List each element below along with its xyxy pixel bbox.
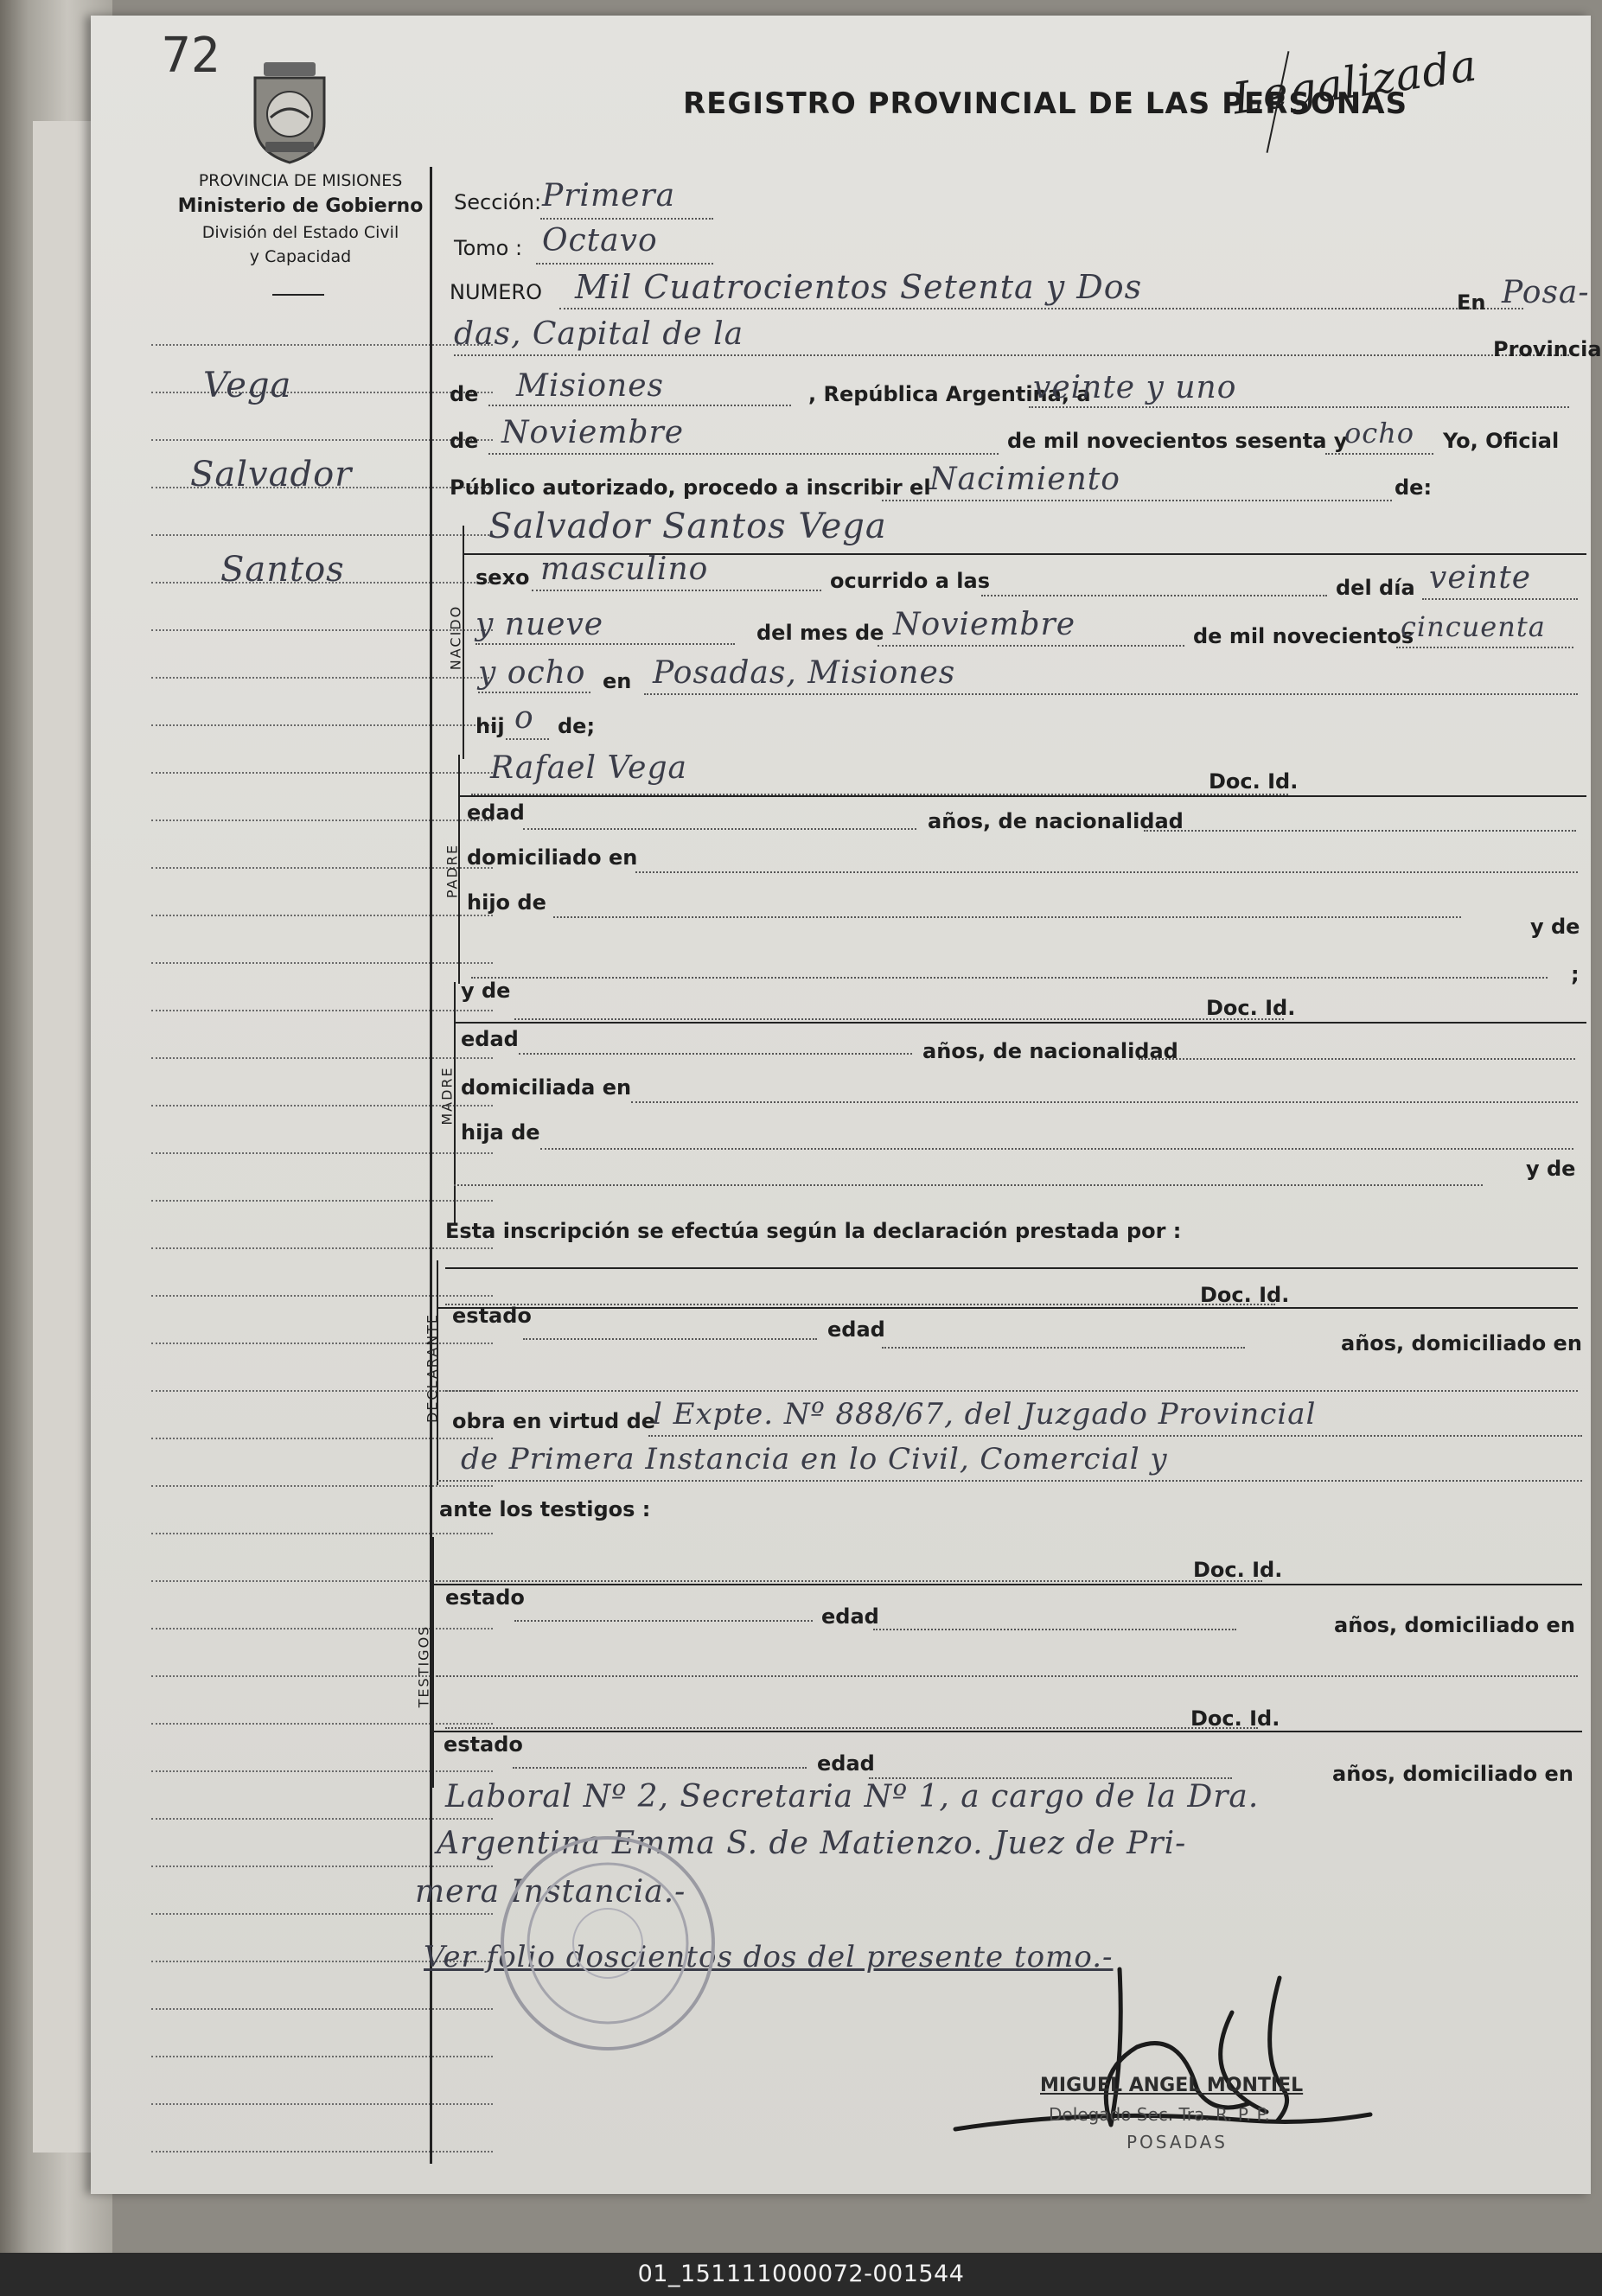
margin-rule <box>151 1010 493 1011</box>
value-seccion: Primera <box>542 178 676 214</box>
label-madre-y-de: y de <box>461 979 511 1003</box>
label-padre-dom: domiciliado en <box>467 845 638 870</box>
anio-nac-line <box>1396 647 1573 648</box>
label-madre-dom: domiciliada en <box>461 1075 632 1100</box>
dia-nac-2-line <box>475 643 735 645</box>
note-line-4: Ver folio doscientos dos del presente tomo.- <box>424 1940 1114 1974</box>
margin-rule <box>151 1580 493 1582</box>
margin-rule <box>151 1866 493 1867</box>
label-declarante-dom: años, domiciliado en <box>1341 1331 1582 1355</box>
margin-rule <box>151 439 493 441</box>
label-testigo2-estado: estado <box>444 1732 523 1757</box>
side-label-padre: PADRE <box>444 843 461 899</box>
authority-divider <box>272 294 324 296</box>
anio-line <box>1325 453 1433 455</box>
testigos-bracket <box>432 1537 434 1788</box>
value-dia-nac-1: veinte <box>1429 560 1532 596</box>
value-numero: Mil Cuatrocientos Setenta y Dos <box>575 268 1143 306</box>
testigo1-rule <box>432 1584 1582 1585</box>
label-tomo: Tomo : <box>454 236 523 260</box>
official-place: POSADAS <box>1127 2132 1228 2152</box>
value-provincia: Misiones <box>516 368 665 404</box>
declarante-estado-line <box>523 1338 817 1340</box>
side-label-nacido: NACIDO <box>447 604 464 671</box>
value-anio: ocho <box>1344 417 1415 450</box>
margin-rule <box>151 1200 493 1202</box>
label-de-colon: de: <box>1395 475 1433 500</box>
madre-edad-line <box>519 1053 912 1055</box>
hora-line <box>981 595 1327 596</box>
madre-nac-line <box>1139 1058 1575 1060</box>
dia-line <box>1029 406 1569 408</box>
label-testigo2-edad: edad <box>817 1751 875 1776</box>
label-declarante-edad: edad <box>827 1317 885 1342</box>
value-anio-nac-2: y ocho <box>478 655 586 691</box>
label-padre-nac: años, de nacionalidad <box>928 809 1184 833</box>
margin-rule <box>151 1152 493 1154</box>
padre-hijo-line <box>553 916 1461 918</box>
testigo1-name-line <box>450 1580 1262 1582</box>
label-en-lugar: en <box>603 669 632 693</box>
margin-rule <box>151 677 493 679</box>
value-obra-2: de Primera Instancia en lo Civil, Comercial y <box>461 1442 1168 1476</box>
margin-rule <box>151 2056 493 2057</box>
declarante-rule <box>445 1267 1578 1269</box>
madre-line <box>514 1018 1284 1020</box>
margin-rule <box>151 1343 493 1344</box>
padre-nac-line <box>1144 830 1576 832</box>
label-madre-hija: hija de <box>461 1120 540 1145</box>
hij-line <box>506 738 549 740</box>
label-madre-y-de-2: y de <box>1526 1157 1576 1181</box>
label-yo-oficial: Yo, Oficial <box>1443 429 1560 453</box>
madre-extra-line <box>454 1184 1483 1186</box>
label-de-mes: de <box>450 429 479 453</box>
value-acto: Nacimiento <box>929 462 1120 497</box>
label-seccion: Sección: <box>454 190 542 214</box>
margin-rule <box>151 1628 493 1630</box>
scan-identifier: 01_151111000072-001544 <box>0 2253 1602 2296</box>
value-lugar-2: das, Capital de la <box>454 316 744 352</box>
official-role: Delegado Sec. Tra. R. P. P. <box>1049 2104 1270 2125</box>
label-madre-edad: edad <box>461 1027 519 1051</box>
margin-rule <box>151 2103 493 2105</box>
margin-rule <box>151 772 493 774</box>
authority-division: División del Estado Civil <box>201 223 399 242</box>
authority-province: PROVINCIA DE MISIONES <box>198 171 403 190</box>
value-nombre: Salvador Santos Vega <box>488 507 887 546</box>
register-page <box>91 16 1602 2194</box>
label-de-provincia: de <box>450 382 479 406</box>
testigo1-estado-line <box>514 1620 813 1622</box>
label-de-mil-nov: de mil novecientos <box>1193 624 1414 648</box>
value-lugar-nac: Posadas, Misiones <box>653 655 956 691</box>
label-testigo1-estado: estado <box>445 1585 525 1610</box>
label-testigo1-edad: edad <box>821 1604 879 1629</box>
side-label-madre: MADRE <box>438 1066 456 1126</box>
label-ocurrido: ocurrido a las <box>830 569 990 593</box>
label-del-mes: del mes de <box>756 621 884 645</box>
label-padre-semicolon: ; <box>1571 962 1580 986</box>
mes-nac-line <box>878 645 1184 647</box>
margin-rule <box>151 344 493 346</box>
note-line-3: mera Instancia.- <box>415 1874 686 1910</box>
value-dia: veinte y uno <box>1033 370 1237 405</box>
label-declaracion: Esta inscripción se efectúa según la declaración prestada por : <box>445 1219 1182 1243</box>
acto-line <box>882 500 1392 501</box>
label-de-semi: de; <box>558 714 596 738</box>
label-madre-doc: Doc. Id. <box>1206 996 1296 1020</box>
label-declarante-estado: estado <box>452 1304 532 1328</box>
madre-dom-line <box>631 1101 1578 1103</box>
label-de-mil: de mil novecientos sesenta y <box>1007 429 1348 453</box>
margin-rule <box>151 1533 493 1534</box>
margin-rule <box>151 1770 493 1772</box>
note-line-2: Argentina Emma S. de Matienzo. Juez de Pri- <box>437 1826 1187 1861</box>
value-hij-suffix: o <box>514 700 534 736</box>
margin-rule <box>151 1247 493 1249</box>
tomo-line <box>536 263 713 265</box>
value-padre: Rafael Vega <box>490 750 687 786</box>
declarante-edad-line <box>882 1347 1245 1349</box>
value-mes-nac: Noviembre <box>893 607 1076 642</box>
madre-rule <box>454 1022 1586 1024</box>
label-hij: hij <box>475 714 505 738</box>
padre-edad-line <box>523 828 916 830</box>
value-sexo: masculino <box>540 552 709 587</box>
testigo2-name-line <box>445 1727 1258 1729</box>
label-provincia: Provincia <box>1493 337 1602 361</box>
page-title: REGISTRO PROVINCIAL DE LAS PERSONAS <box>683 86 1408 121</box>
testigo2-rule <box>432 1731 1582 1732</box>
authority-ministry: Ministerio de Gobierno <box>177 195 424 217</box>
madre-hija-line <box>540 1148 1573 1150</box>
provincia-line <box>488 405 791 406</box>
label-madre-nac: años, de nacionalidad <box>922 1039 1178 1063</box>
margin-rule <box>151 1438 493 1439</box>
label-obra: obra en virtud de <box>452 1409 656 1433</box>
margin-rule <box>151 724 493 726</box>
margin-rule <box>151 629 493 631</box>
label-numero: NUMERO <box>450 280 542 304</box>
margin-second-name: Santos <box>220 550 345 590</box>
padre-rule <box>458 795 1586 797</box>
value-obra-1: l Expte. Nº 888/67, del Juzgado Provincial <box>653 1397 1317 1432</box>
label-testigo1-doc: Doc. Id. <box>1193 1558 1283 1582</box>
margin-rule <box>151 1390 493 1392</box>
margin-rule <box>151 1913 493 1915</box>
label-testigo1-dom: años, domiciliado en <box>1334 1613 1575 1637</box>
margin-rule <box>151 2008 493 2010</box>
margin-first-name: Salvador <box>190 455 353 494</box>
anio-nac-2-line <box>478 692 590 693</box>
testigo2-estado-line <box>513 1767 807 1769</box>
dia-nac-line <box>1422 598 1578 600</box>
label-testigo2-doc: Doc. Id. <box>1190 1706 1280 1731</box>
margin-surname: Vega <box>203 366 292 405</box>
margin-rule <box>151 915 493 916</box>
label-padre-hijo: hijo de <box>467 890 546 915</box>
mes-line <box>488 453 999 455</box>
value-mes: Noviembre <box>501 415 685 450</box>
obra-line-1 <box>648 1435 1582 1437</box>
margin-rule <box>151 534 493 536</box>
official-name: MIGUEL ANGEL MONTIEL <box>1040 2075 1304 2096</box>
margin-rule <box>151 867 493 869</box>
seccion-line <box>540 218 713 220</box>
margin-rule <box>151 2151 493 2152</box>
legalized-stamp: Legalizada <box>1229 40 1481 124</box>
obra-line-2 <box>437 1480 1582 1482</box>
declarante-dom-line <box>445 1390 1578 1392</box>
margin-rule <box>151 962 493 964</box>
label-publico: Público autorizado, procedo a inscribir el <box>450 475 931 500</box>
margin-rule <box>151 1723 493 1725</box>
label-testigos: ante los testigos : <box>439 1497 651 1521</box>
label-en: En <box>1457 290 1486 315</box>
lugar-nac-line <box>644 693 1578 695</box>
side-label-declarante: DECLARANTE <box>424 1312 441 1424</box>
previous-page-edge <box>33 121 93 2152</box>
note-line-1: Laboral Nº 2, Secretaria Nº 1, a cargo de la Dra. <box>445 1779 1260 1814</box>
value-lugar-1: Posa- <box>1502 275 1590 310</box>
label-padre-edad: edad <box>467 800 525 825</box>
label-padre-y-de: y de <box>1530 915 1580 939</box>
value-anio-nac-1: cincuenta <box>1401 610 1546 643</box>
label-sexo: sexo <box>475 565 530 590</box>
label-declarante-doc: Doc. Id. <box>1200 1283 1290 1307</box>
label-testigo2-dom: años, domiciliado en <box>1332 1762 1573 1786</box>
lugar-line <box>454 354 1569 356</box>
official-seal-icon <box>495 1831 720 2056</box>
form-frame-line <box>430 167 432 2164</box>
testigo1-dom-line <box>437 1675 1578 1677</box>
page-number: 72 <box>162 28 220 84</box>
margin-rule <box>151 1485 493 1487</box>
label-padre-doc: Doc. Id. <box>1209 769 1299 794</box>
side-label-testigos: TESTIGOS <box>415 1624 432 1708</box>
provincial-crest-icon <box>246 55 333 168</box>
numero-line <box>559 308 1523 309</box>
value-tomo: Octavo <box>542 223 658 258</box>
margin-rule <box>151 820 493 821</box>
margin-rule <box>151 1818 493 1820</box>
label-republica: , República Argentina, a <box>808 382 1091 406</box>
sexo-line <box>532 590 821 591</box>
testigo1-edad-line <box>873 1629 1236 1630</box>
padre-dom-line <box>635 871 1578 873</box>
authority-capacity: y Capacidad <box>249 247 352 266</box>
padre-extra-line <box>471 977 1548 979</box>
margin-rule <box>151 1295 493 1297</box>
label-del-dia: del día <box>1336 576 1415 600</box>
value-dia-nac-2: y nueve <box>475 607 604 642</box>
declarante-name-line <box>445 1304 1275 1305</box>
declarante-rule-2 <box>437 1307 1578 1309</box>
